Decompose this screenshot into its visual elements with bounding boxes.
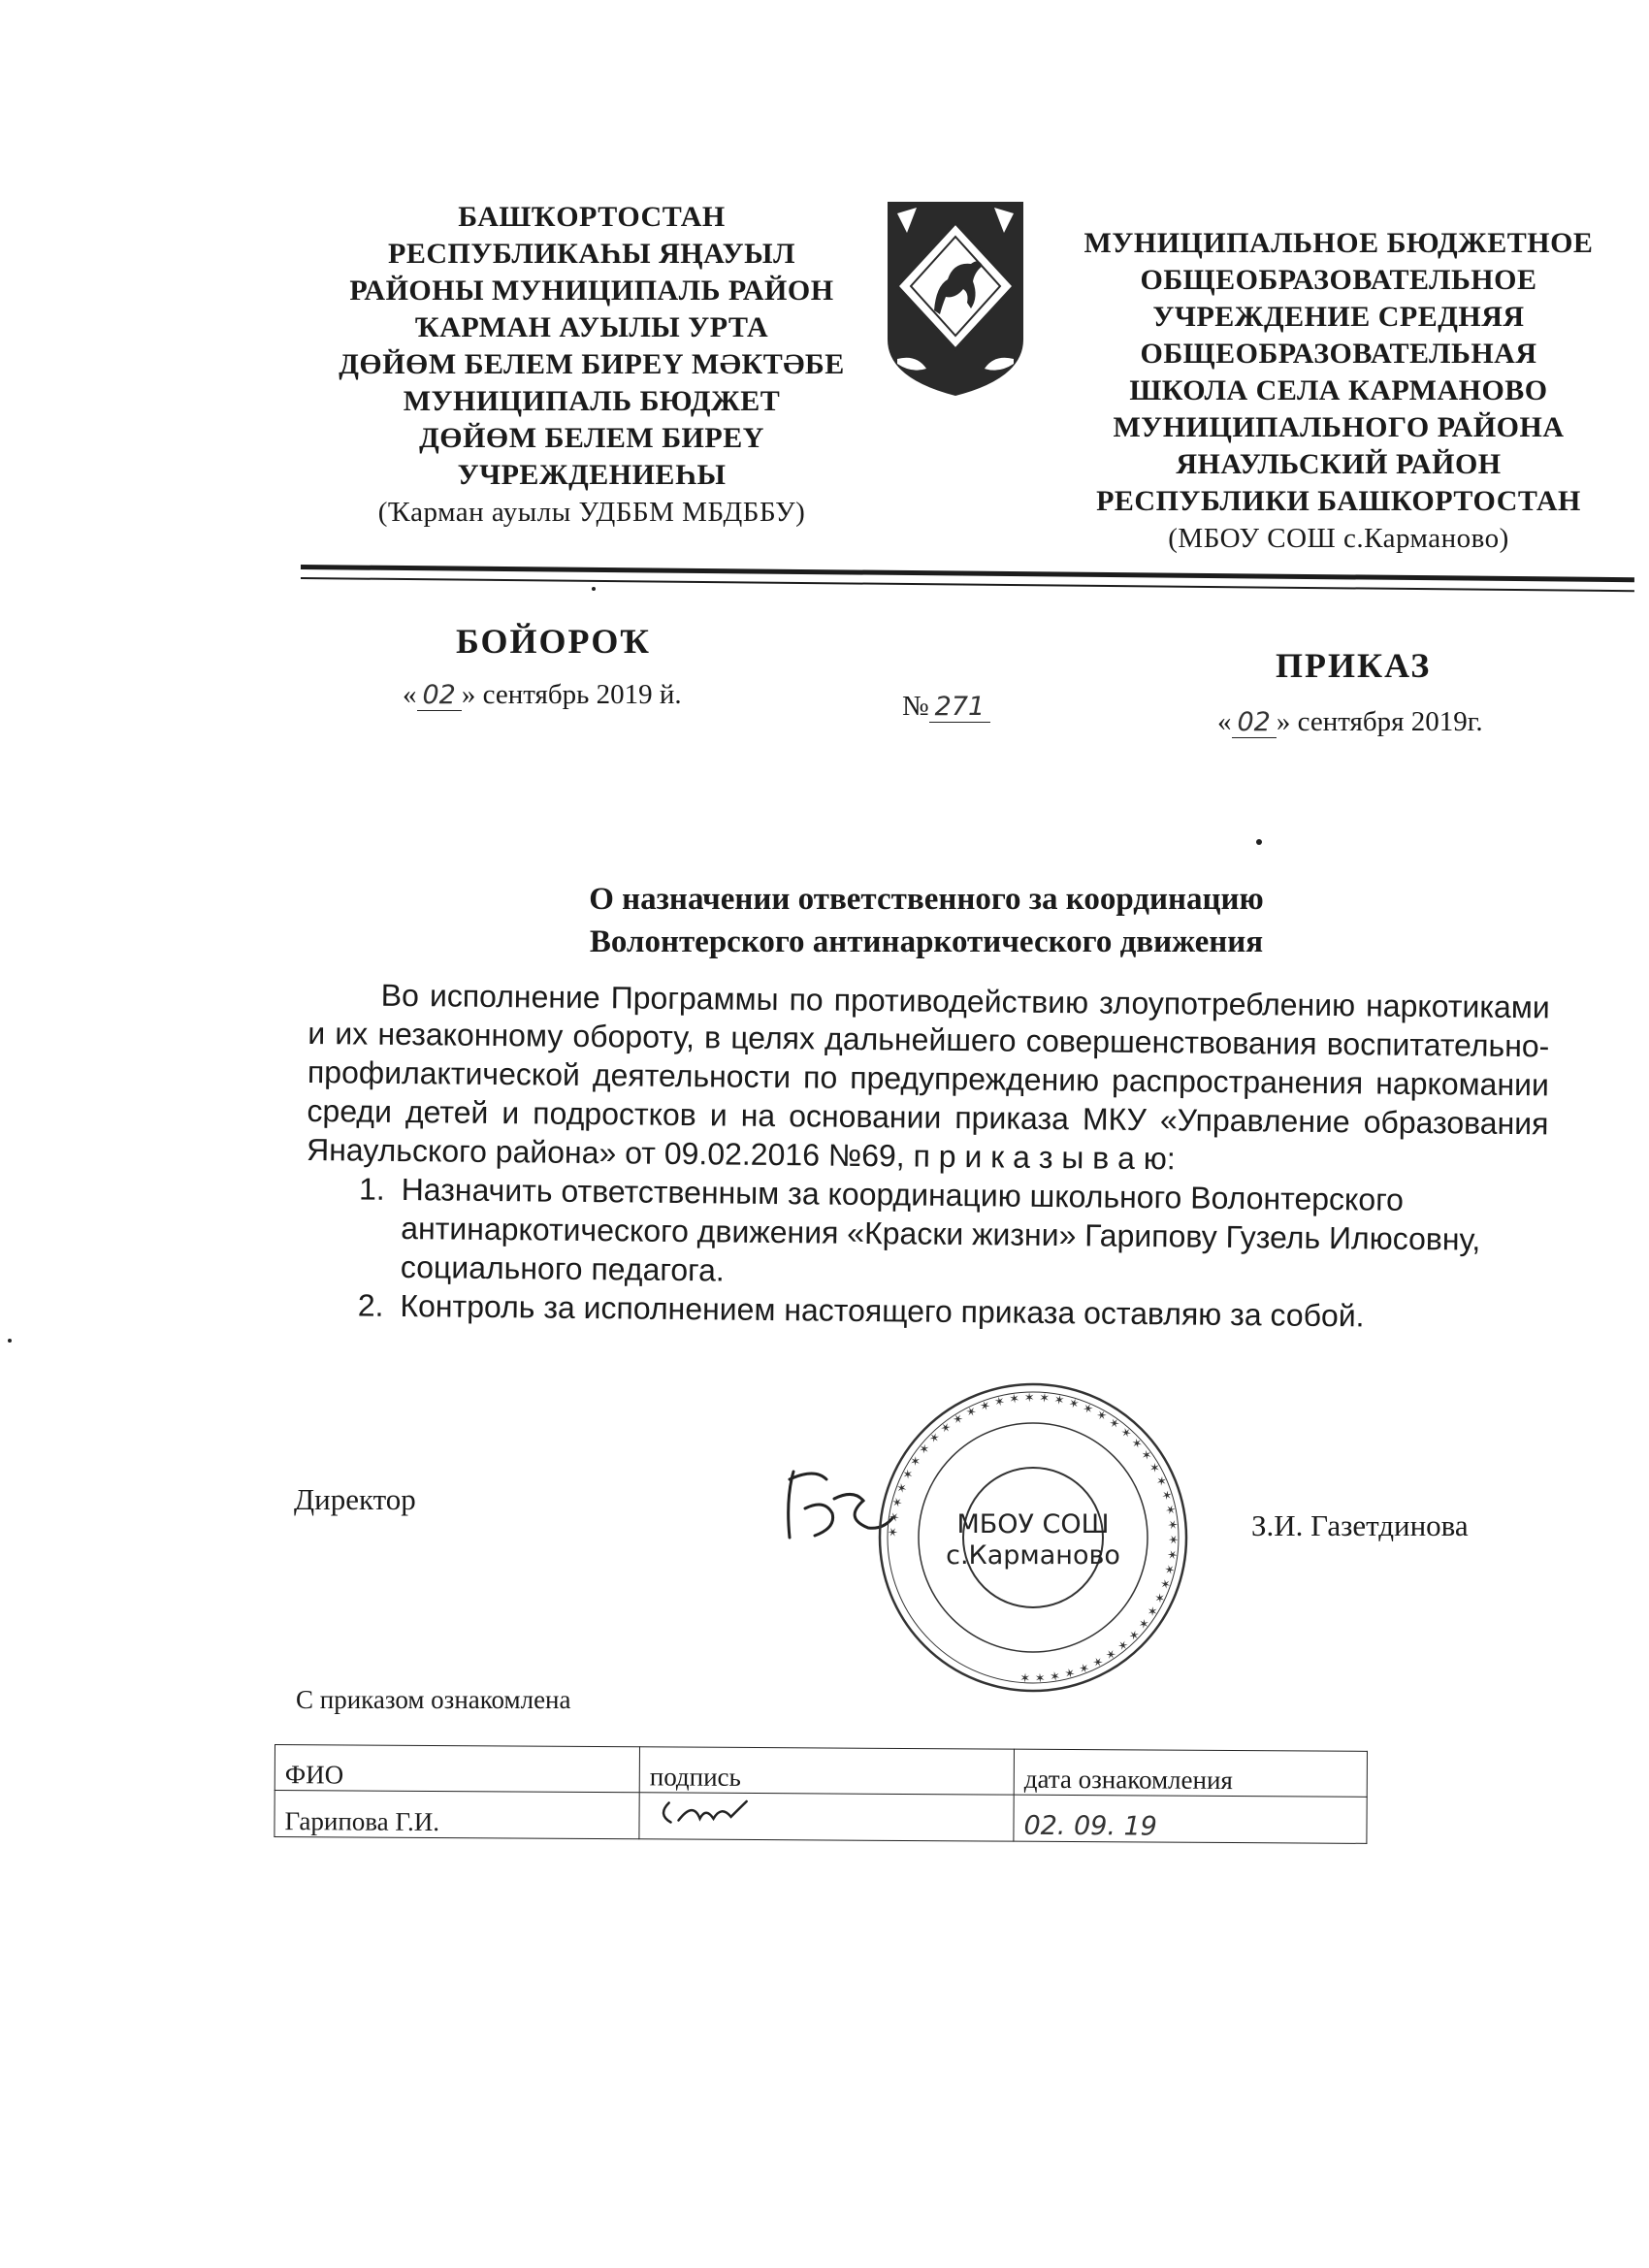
scan-speck [1256,839,1262,845]
header-left-line: БАШҠОРТОСТАН [458,201,726,233]
stamp-line: МБОУ СОШ [956,1509,1110,1539]
header-right-line: МУНИЦИПАЛЬНОГО РАЙОНА [1113,411,1565,443]
order-number: № 271 [902,691,990,723]
header-right-line: ОБЩЕОБРАЗОВАТЕЛЬНОЕ [1140,264,1537,296]
order-title-bashkir: БОЙОРОҠ [456,622,652,661]
table-cell-date [1014,1795,1367,1843]
header-right-line: РЕСПУБЛИКИ БАШКОРТОСТАН [1096,485,1581,517]
table-row [275,1791,1367,1844]
header-left-line: ДӨЙӨМ БЕЛЕМ БИРЕҮ [419,422,764,454]
header-left-line: РЕСПУБЛИКАҺЫ ЯҢАУЫЛ [388,238,795,270]
svg-text:✶ ✶ ✶ ✶ ✶ ✶ ✶ ✶ ✶ ✶ ✶ ✶ ✶ ✶ ✶: ✶ ✶ ✶ ✶ ✶ ✶ ✶ ✶ ✶ ✶ ✶ ✶ ✶ ✶ ✶ ✶ ✶ ✶ ✶ ✶ ✶ ✶ ✶ ✶ ✶ ✶ ✶ ✶ ✶ ✶ ✶ ✶ ✶ ✶ ✶ ✶ ✶ ✶ ✶ ✶ ✶ ✶ ✶ ✶ ✶ [886,1390,1180,1685]
header-left-line: ДӨЙӨМ БЕЛЕМ БИРЕҮ МӘКТӘБЕ [339,348,845,380]
order-items-list [305,1169,1548,1337]
order-item: 1. Назначить ответственным за координацию школьного Волонтерского антинаркотического движения «Краски жизни» Гарипову Гузель Илюсовну, социального педагога. [393,1170,1548,1298]
order-day-handwritten: 02 [1232,707,1277,738]
signatory-name: З.И. Газетдинова [1251,1508,1469,1542]
header-right-line: ЯНАУЛЬСКИЙ РАЙОН [1176,448,1502,480]
order-number-handwritten: 271 [929,692,991,723]
order-date-bashkir: « 02 » сентябрь 2019 й. [403,679,682,710]
acknowledgement-caption: С приказом ознакомлена [296,1685,571,1714]
header-right-org-name [1052,225,1625,557]
scan-speck [592,587,596,591]
table-header-cell: подпись [639,1747,1014,1795]
stamp-line: с.Карманово [946,1540,1120,1571]
order-item: 2. Контроль за исполнением настоящего приказа оставляю за собой. [392,1286,1546,1337]
table-cell-name: Гарипова Г.И. [275,1791,639,1839]
order-subject: О назначении ответственного за координацию Волонтерского антинаркотического движения [589,882,1264,959]
header-left-line: РАЙОНЫ МУНИЦИПАЛЬ РАЙОН [349,275,834,307]
school-stamp-icon [873,1377,1193,1698]
handwritten-date: 02. 09. 19 [1023,1810,1157,1842]
header-left-short-name: (Ҡарман ауылы УДББМ МБДББУ) [377,497,806,528]
order-day-handwritten: 02 [417,680,462,711]
table-header-cell: ФИО [275,1745,639,1793]
scan-speck [8,1339,12,1343]
order-date-russian: « 02 » сентября 2019г. [1217,706,1483,737]
header-right-line: ОБЩЕОБРАЗОВАТЕЛЬНАЯ [1140,338,1537,370]
header-left-line: ҠАРМАН АУЫЛЫ УРТА [414,311,769,343]
header-left-line: МУНИЦИПАЛЬ БЮДЖЕТ [403,385,781,417]
header-right-short-name: (МБОУ СОШ с.Карманово) [1168,523,1509,554]
table-header-row [275,1745,1367,1798]
preamble-paragraph: Во исполнение Программы по противодействию злоупотреблению наркотиками и их незаконному обороту, в целях дальнейшего совершенствования воспитательно-профилактической деятельности по предупреждению распространения наркомании среди детей и подростков и на основании приказа МКУ «Управление образования Янаульского района» от 09.02.2016 №69, п р и к а з ы в а ю: [306,977,1550,1177]
header-left-org-name [291,199,892,531]
order-body [305,975,1550,1337]
header-right-line: ШКОЛА СЕЛА КАРМАНОВО [1129,374,1548,406]
header-left-line: УЧРЕЖДЕНИЕҺЫ [457,459,727,491]
signatory-position: Директор [294,1482,416,1516]
table-header-cell: дата ознакомления [1014,1749,1367,1797]
table-cell-signature [639,1793,1014,1841]
employee-signature-icon [649,1793,775,1832]
district-emblem-icon [878,194,1033,403]
header-right-line: МУНИЦИПАЛЬНОЕ БЮДЖЕТНОЕ [1083,227,1594,259]
order-title-russian: ПРИКАЗ [1276,646,1432,685]
acknowledgement-table [274,1744,1368,1844]
header-right-line: УЧРЕЖДЕНИЕ СРЕДНЯЯ [1152,301,1525,333]
